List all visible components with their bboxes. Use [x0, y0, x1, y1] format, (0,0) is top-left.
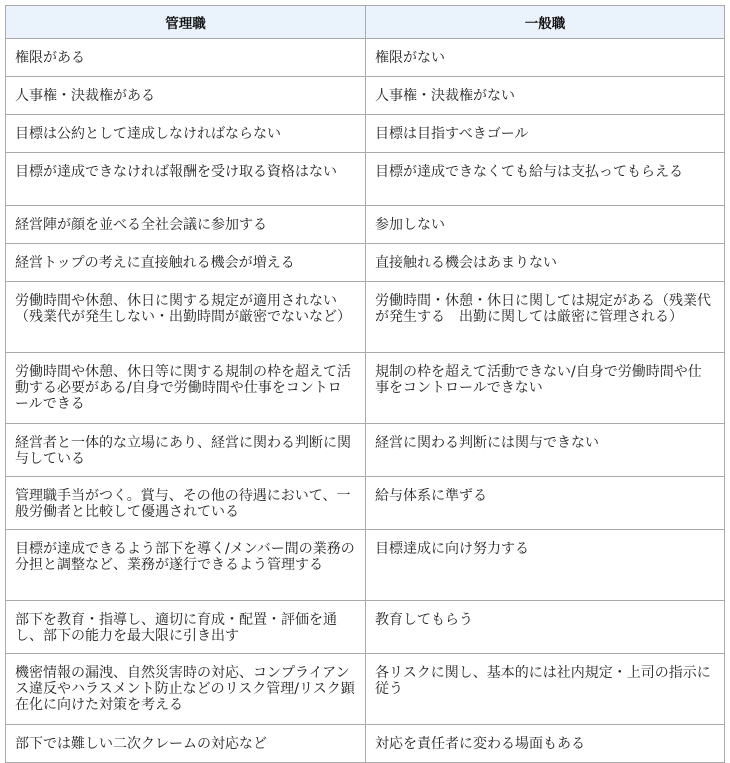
- manager-cell: 経営者と一体的な立場にあり、経営に関わる判断に関与している: [6, 424, 366, 477]
- comparison-table: [5, 5, 725, 763]
- manager-cell: 人事権・決裁権がある: [6, 77, 366, 115]
- manager-cell: 目標は公約として達成しなければならない: [6, 115, 366, 153]
- general-staff-cell: 権限がない: [366, 39, 725, 77]
- general-staff-cell: 人事権・決裁権がない: [366, 77, 725, 115]
- table-row: [6, 353, 725, 424]
- table-row: [6, 282, 725, 353]
- manager-cell: 部下を教育・指導し、適切に育成・配置・評価を通し、部下の能力を最大限に引き出す: [6, 601, 366, 654]
- general-staff-cell: 各リスクに関し、基本的には社内規定・上司の指示に従う: [366, 654, 725, 725]
- table-row: [6, 424, 725, 477]
- general-staff-cell: 労働時間・休憩・休日に関しては規定がある（残業代が発生する 出勤に関しては厳密に管理される）: [366, 282, 725, 353]
- general-staff-cell: 教育してもらう: [366, 601, 725, 654]
- table-row: [6, 530, 725, 601]
- header-manager: 管理職: [6, 6, 366, 39]
- table-row: [6, 77, 725, 115]
- general-staff-cell: 給与体系に準ずる: [366, 477, 725, 530]
- table-row: [6, 115, 725, 153]
- general-staff-cell: 対応を責任者に変わる場面もある: [366, 725, 725, 763]
- general-staff-cell: 規制の枠を超えて活動できない/自身で労働時間や仕事をコントロールできない: [366, 353, 725, 424]
- manager-cell: 管理職手当がつく。賞与、その他の待遇において、一般労働者と比較して優遇されている: [6, 477, 366, 530]
- comparison-table-container: [5, 5, 724, 763]
- table-row: [6, 206, 725, 244]
- manager-cell: 権限がある: [6, 39, 366, 77]
- general-staff-cell: 目標は目指すべきゴール: [366, 115, 725, 153]
- manager-cell: 部下では難しい二次クレームの対応など: [6, 725, 366, 763]
- manager-cell: 機密情報の漏洩、自然災害時の対応、コンプライアンス違反やハラスメント防止などのリスク管理/リスク顕在化に向けた対策を考える: [6, 654, 366, 725]
- general-staff-cell: 経営に関わる判断には関与できない: [366, 424, 725, 477]
- table-row: [6, 725, 725, 763]
- table-row: [6, 39, 725, 77]
- header-general-staff: 一般職: [366, 6, 725, 39]
- manager-cell: 経営トップの考えに直接触れる機会が増える: [6, 244, 366, 282]
- general-staff-cell: 直接触れる機会はあまりない: [366, 244, 725, 282]
- table-row: [6, 654, 725, 725]
- general-staff-cell: 参加しない: [366, 206, 725, 244]
- manager-cell: 労働時間や休憩、休日等に関する規制の枠を超えて活動する必要がある/自身で労働時間や仕事をコントロールできる: [6, 353, 366, 424]
- table-row: [6, 244, 725, 282]
- table-row: [6, 477, 725, 530]
- manager-cell: 目標が達成できるよう部下を導く/メンバー間の業務の分担と調整など、業務が遂行できるよう管理する: [6, 530, 366, 601]
- manager-cell: 目標が達成できなければ報酬を受け取る資格はない: [6, 153, 366, 206]
- general-staff-cell: 目標が達成できなくても給与は支払ってもらえる: [366, 153, 725, 206]
- manager-cell: 経営陣が顔を並べる全社会議に参加する: [6, 206, 366, 244]
- table-row: [6, 601, 725, 654]
- table-row: [6, 153, 725, 206]
- table-header-row: [6, 6, 725, 39]
- manager-cell: 労働時間や休憩、休日に関する規定が適用されない（残業代が発生しない・出勤時間が厳密でないなど）: [6, 282, 366, 353]
- general-staff-cell: 目標達成に向け努力する: [366, 530, 725, 601]
